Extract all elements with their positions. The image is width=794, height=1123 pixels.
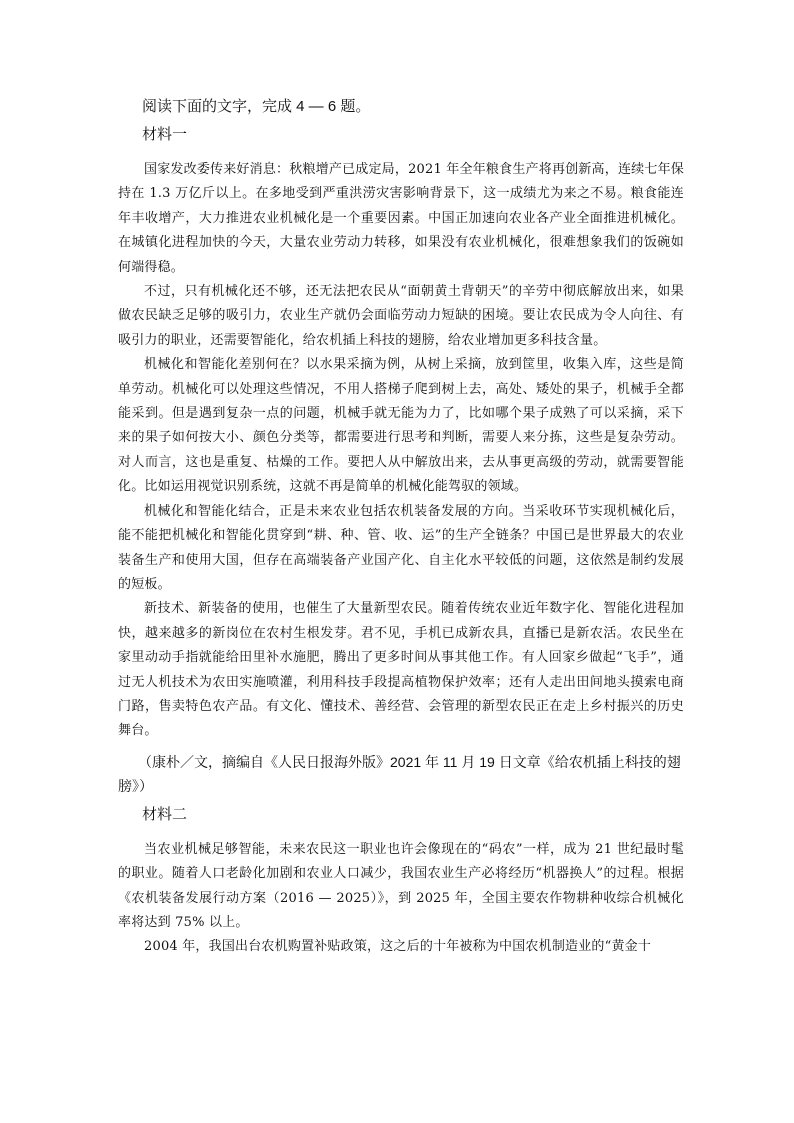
material-1-paragraph: 机械化和智能化差别何在？以水果采摘为例，从树上采摘，放到筐里，收集入库，这些是简单劳动。机械化可以处理这些情况，不用人搭梯子爬到树上去，高处、矮处的果子，机械手全都能采到。但是遇到复杂一点的问题，机械手就无能为力了，比如哪个果子成熟了可以采摘，采下来的果子如何按大小、颜色分类等，都需要进行思考和判断，需要人来分拣，这些是复杂劳动。对人而言，这也是重复、枯燥的工作。要把人从中解放出来，去从事更高级的劳动，就需要智能化。比如运用视觉识别系统，这就不再是简单的机械化能驾驭的领域。	[118, 357, 684, 495]
material-1-paragraph: 国家发改委传来好消息：秋粮增产已成定局，2021 年全年粮食生产将再创新高，连续七年保持在 1.3 万亿斤以上。在多地受到严重洪涝灾害影响背景下，这一成绩尤为来之不易。粮食能连年丰收增产，大力推进农业机械化是一个重要因素。中国正加速向农业各产业全面推进机械化。在城镇化进程加快的今天，大量农业劳动力转移，如果没有农业机械化，很难想象我们的饭碗如何端得稳。	[118, 162, 684, 275]
reading-instruction: 阅读下面的文字，完成 4 — 6 题。	[142, 98, 371, 115]
material-1-heading: 材料一	[142, 126, 188, 143]
material-1-paragraph: 机械化和智能化结合，正是未来农业包括农机装备发展的方向。当采收环节实现机械化后，能不能把机械化和智能化贯穿到“耕、种、管、收、运”的生产全链条？中国已是世界最大的农业装备生产和使用大国，但存在高端装备产业国产化、自主化水平较低的问题，这依然是制约发展的短板。	[118, 503, 684, 592]
material-1-source: （康朴／文，摘编自《人民日报海外版》2021 年 11 月 19 日文章《给农机插上科技的翅膀》）	[118, 753, 681, 794]
material-2-paragraph: 当农业机械足够智能，未来农民这一职业也许会像现在的“码农”一样，成为 21 世纪最时髦的职业。随着人口老龄化加剧和农业人口减少，我国农业生产必将经历“机器换人”的过程。根据《农机装备发展行动方案（2016 — 2025）》，到 2025 年，全国主要农作物耕种收综合机械化率将达到 75% 以上。	[118, 841, 684, 930]
material-2-heading: 材料二	[142, 805, 188, 823]
document-page	[118, 96, 684, 960]
material-1-paragraph: 新技术、新装备的使用，也催生了大量新型农民。随着传统农业近年数字化、智能化进程加快，越来越多的新岗位在农村生根发芽。君不见，手机已成新农具，直播已是新农活。农民坐在家里动动手指就能给田里补水施肥，腾出了更多时间从事其他工作。有人回家乡做起“飞手”，通过无人机技术为农田实施喷灌，利用科技手段提高植物保护效率；还有人走出田间地头摸索电商门路，售卖特色农产品。有文化、懂技术、善经营、会管理的新型农民正在走上乡村振兴的历史舞台。	[118, 601, 684, 739]
material-2-paragraph: 2004 年，我国出台农机购置补贴政策，这之后的十年被称为中国农机制造业的“黄金十	[144, 939, 652, 955]
material-1-paragraph: 不过，只有机械化还不够，还无法把农民从“面朝黄土背朝天”的辛劳中彻底解放出来，如果做农民缺乏足够的吸引力，农业生产就仍会面临劳动力短缺的困境。要让农民成为令人向往、有吸引力的职业，还需要智能化，给农机插上科技的翅膀，给农业增加更多科技含量。	[118, 284, 684, 348]
